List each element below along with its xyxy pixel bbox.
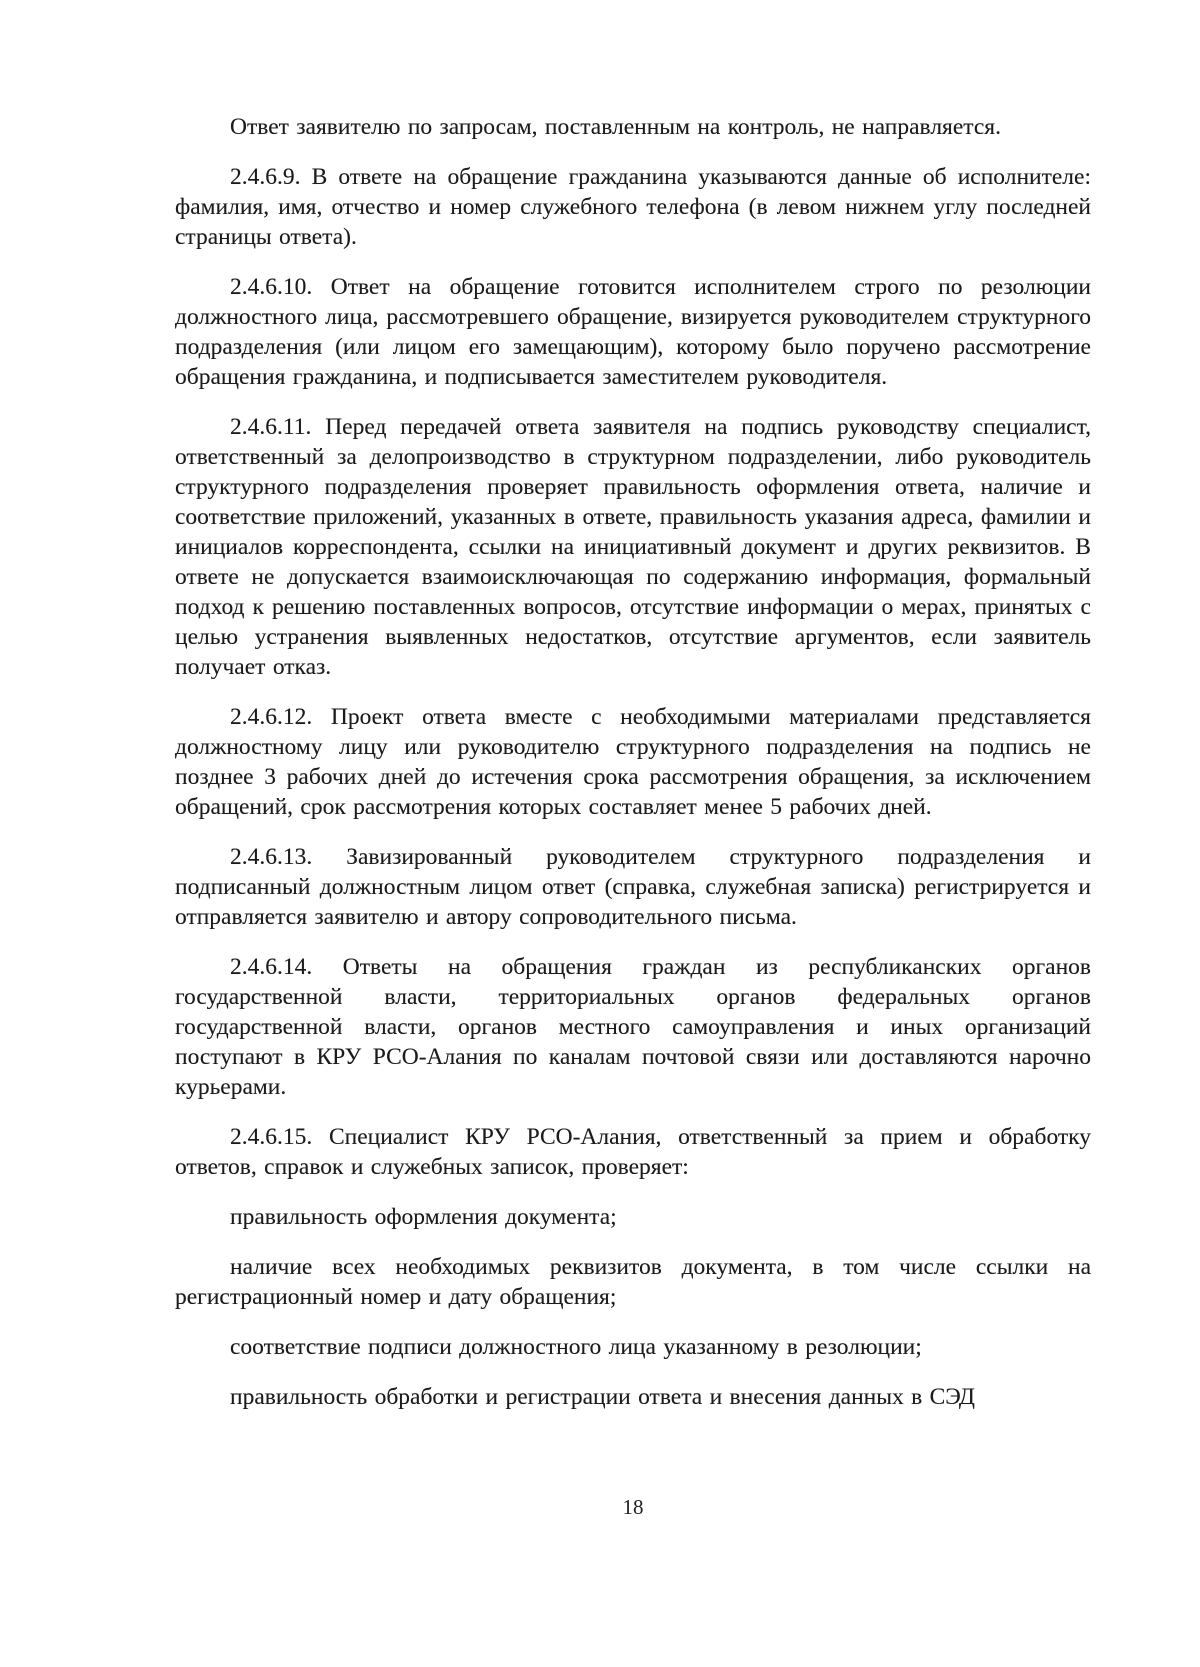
check-list-item-1: правильность оформления документа; [230, 1204, 617, 1230]
check-list-item-2: наличие всех необходимых реквизитов документа, в том числе ссылки на регистрационный номер и дату обращения; [175, 1254, 1091, 1310]
paragraph-2-4-6-9: 2.4.6.9. В ответе на обращение гражданина указываются данные об исполнителе: фамилия, имя, отчество и номер служебного телефона (в левом нижнем углу последней страницы ответа). [175, 164, 1091, 250]
paragraph-2-4-6-11: 2.4.6.11. Перед передачей ответа заявителя на подпись руководству специалист, ответственный за делопроизводство в структурном подразделении, либо руководитель структурного подразделения проверяет правильность оформления ответа, наличие и соответствие приложений, указанных в ответе, правильность указания адреса, фамилии и инициалов корреспондента, ссылки на инициативный документ и других реквизитов. В ответе не допускается взаимоисключающая по содержанию информация, формальный подход к решению поставленных вопросов, отсутствие информации о мерах, принятых с целью устранения выявленных недостатков, отсутствие аргументов, если заявитель получает отказ. [175, 414, 1091, 680]
paragraph-2-4-6-13: 2.4.6.13. Завизированный руководителем структурного подразделения и подписанный должностным лицом ответ (справка, служебная записка) регистрируется и отправляется заявителю и автору сопроводительного письма. [175, 844, 1091, 930]
paragraph-intro: Ответ заявителю по запросам, поставленным на контроль, не направляется. [230, 114, 1001, 140]
check-list-item-4: правильность обработки и регистрации ответа и внесения данных в СЭД [230, 1384, 975, 1410]
page-number: 18 [622, 1495, 644, 1519]
document-body [175, 112, 1091, 1432]
check-list-item-3: соответствие подписи должностного лица указанному в резолюции; [230, 1334, 922, 1360]
paragraph-2-4-6-12: 2.4.6.12. Проект ответа вместе с необходимыми материалами представляется должностному лицу или руководителю структурного подразделения на подпись не позднее 3 рабочих дней до истечения срока рассмотрения обращения, за исключением обращений, срок рассмотрения которых составляет менее 5 рабочих дней. [175, 704, 1091, 820]
paragraph-2-4-6-14: 2.4.6.14. Ответы на обращения граждан из республиканских органов государственной власти, территориальных органов федеральных органов государственной власти, органов местного самоуправления и иных организаций поступают в КРУ РСО-Алания по каналам почтовой связи или доставляются нарочно курьерами. [175, 954, 1091, 1100]
paragraph-2-4-6-15: 2.4.6.15. Специалист КРУ РСО-Алания, ответственный за прием и обработку ответов, справок и служебных записок, проверяет: [175, 1124, 1091, 1180]
paragraph-2-4-6-10: 2.4.6.10. Ответ на обращение готовится исполнителем строго по резолюции должностного лица, рассмотревшего обращение, визируется руководителем структурного подразделения (или лицом его замещающим), которому было поручено рассмотрение обращения гражданина, и подписывается заместителем руководителя. [175, 274, 1091, 390]
